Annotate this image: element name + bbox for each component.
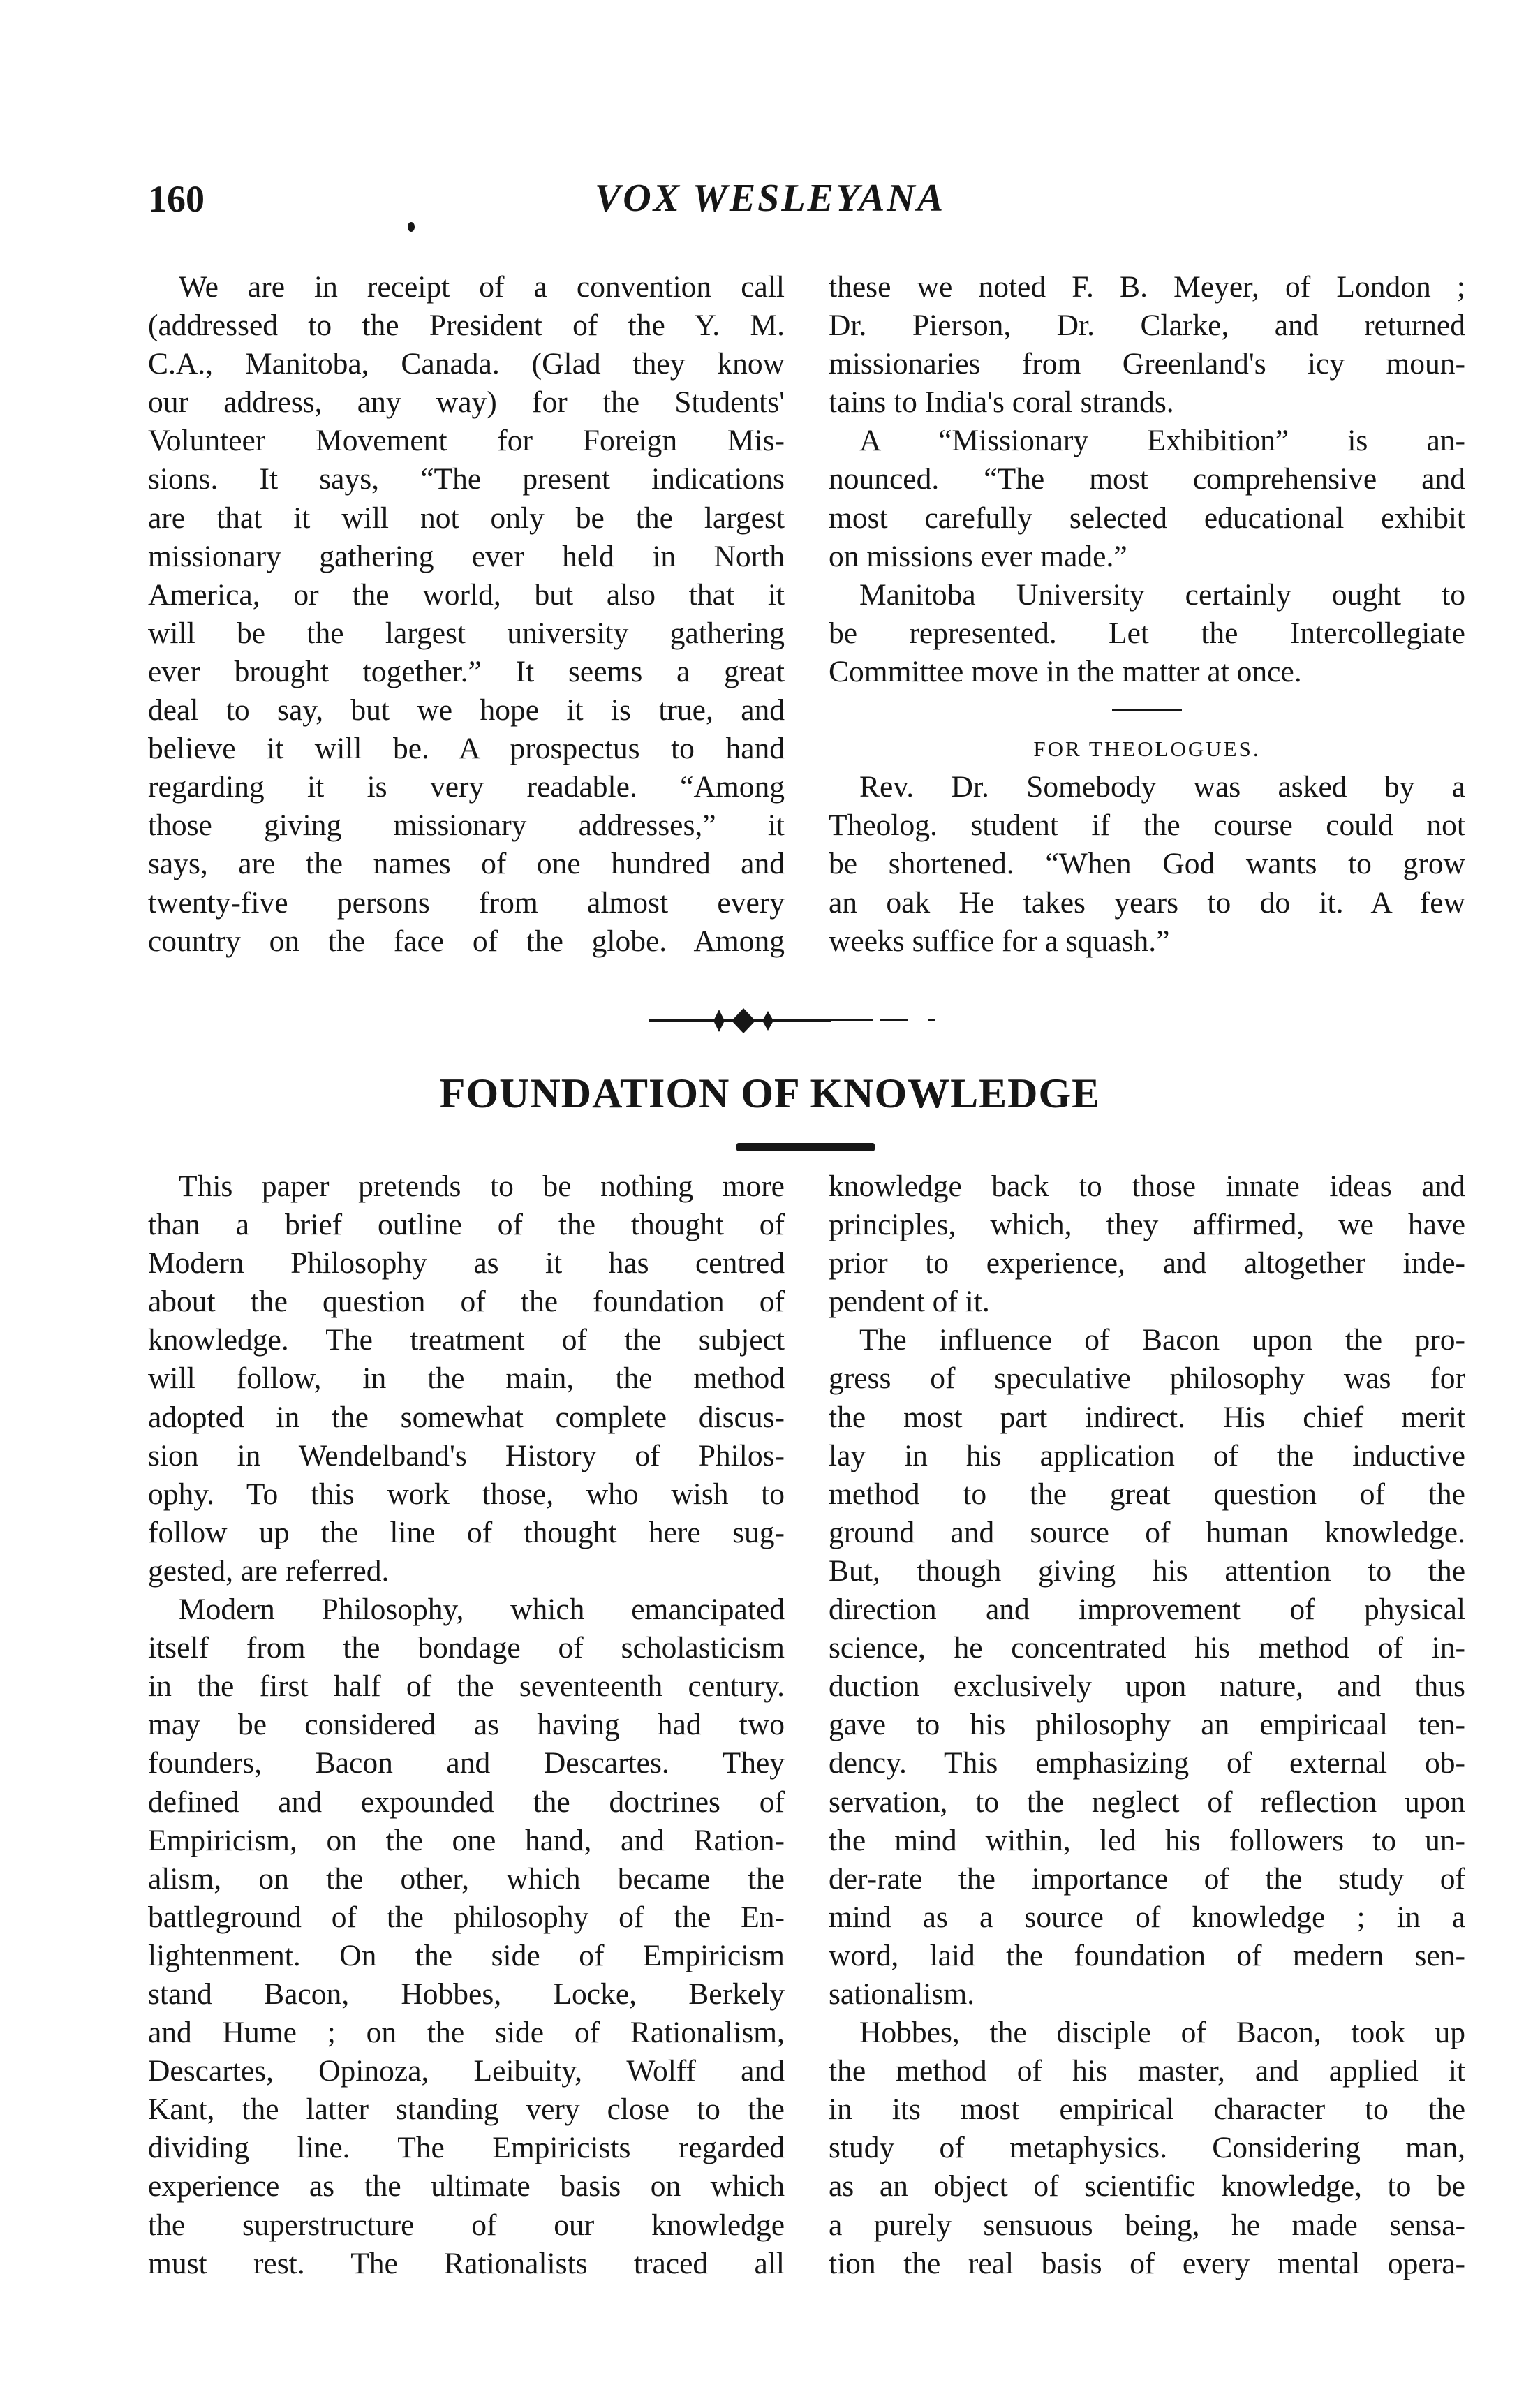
text-line: ground and source of human knowledge. bbox=[829, 1515, 1465, 1549]
text-line: deal to say, but we hope it is true, and bbox=[148, 693, 785, 728]
text-line: be represented. Let the Intercollegiate bbox=[829, 616, 1465, 650]
article-left-column bbox=[148, 1167, 785, 2283]
text-line: ever brought together.” It seems a great bbox=[148, 654, 785, 688]
text-line: will be the largest university gathering bbox=[148, 616, 785, 650]
text-line: twenty-five persons from almost every bbox=[148, 885, 785, 920]
text-line: This paper pretends to be nothing more bbox=[179, 1169, 785, 1203]
text-line: the superstructure of our knowledge bbox=[148, 2208, 785, 2242]
text-line: But, though giving his attention to the bbox=[829, 1553, 1465, 1588]
text-line: We are in receipt of a convention call bbox=[179, 270, 785, 304]
text-line: word, laid the foundation of medern sen- bbox=[829, 1938, 1465, 1972]
text-line: Modern Philosophy as it has centred bbox=[148, 1246, 785, 1280]
text-line: an oak He takes years to do it. A few bbox=[829, 885, 1465, 920]
text-line: tion the real basis of every mental opera- bbox=[829, 2246, 1465, 2280]
text-line: A “Missionary Exhibition” is an- bbox=[859, 424, 1465, 458]
text-line: most carefully selected educational exhibit bbox=[829, 501, 1465, 535]
text-line: says, are the names of one hundred and bbox=[148, 847, 785, 881]
text-line: principles, which, they affirmed, we have bbox=[829, 1208, 1465, 1242]
text-line: nounced. “The most comprehensive and bbox=[829, 462, 1465, 496]
text-line: believe it will be. A prospectus to hand bbox=[148, 732, 785, 766]
text-line: pendent of it. bbox=[829, 1285, 990, 1319]
text-line: The influence of Bacon upon the pro- bbox=[859, 1323, 1465, 1357]
top-right-column bbox=[829, 268, 1465, 961]
top-left-column bbox=[148, 268, 785, 961]
text-line: servation, to the neglect of reflection upon bbox=[829, 1785, 1465, 1819]
text-line: sions. It says, “The present indications bbox=[148, 462, 785, 496]
text-line: than a brief outline of the thought of bbox=[148, 1208, 785, 1242]
text-line: gress of speculative philosophy was for bbox=[829, 1361, 1465, 1396]
page-number: 160 bbox=[148, 178, 205, 220]
text-line: dency. This emphasizing of external ob- bbox=[829, 1746, 1465, 1780]
running-title: VOX WESLEYANA bbox=[594, 177, 946, 220]
text-line: science, he concentrated his method of in- bbox=[829, 1631, 1465, 1665]
text-line: prior to experience, and altogether inde- bbox=[829, 1246, 1465, 1280]
ornament-divider-icon bbox=[649, 1005, 963, 1036]
text-line: experience as the ultimate basis on which bbox=[148, 2169, 785, 2204]
article-title: FOUNDATION OF KNOWLEDGE bbox=[439, 1070, 1101, 1116]
text-line: may be considered as having had two bbox=[148, 1708, 785, 1742]
text-line: Committee move in the matter at once. bbox=[829, 654, 1302, 688]
text-line: dividing line. The Empiricists regarded bbox=[148, 2131, 785, 2165]
text-line: and Hume ; on the side of Rationalism, bbox=[148, 2016, 785, 2050]
text-line: Theolog. student if the course could not bbox=[829, 809, 1465, 843]
text-line: follow up the line of thought here sug- bbox=[148, 1515, 785, 1549]
text-line: our address, any way) for the Students' bbox=[148, 385, 785, 420]
text-line: Volunteer Movement for Foreign Mis- bbox=[148, 424, 785, 458]
text-line: sationalism. bbox=[829, 1977, 975, 2011]
text-line: these we noted F. B. Meyer, of London ; bbox=[829, 270, 1465, 304]
text-line: America, or the world, but also that it bbox=[148, 577, 785, 612]
text-line: be shortened. “When God wants to grow bbox=[829, 847, 1465, 881]
text-line: knowledge. The treatment of the subject bbox=[148, 1323, 785, 1357]
text-line: Empiricism, on the one hand, and Ration- bbox=[148, 1823, 785, 1857]
text-line: alism, on the other, which became the bbox=[148, 1861, 785, 1896]
text-line: defined and expounded the doctrines of bbox=[148, 1785, 785, 1819]
text-line: on missions ever made.” bbox=[829, 539, 1127, 573]
text-line: Manitoba University certainly ought to bbox=[859, 577, 1465, 612]
text-line: study of metaphysics. Considering man, bbox=[829, 2131, 1465, 2165]
text-line: about the question of the foundation of bbox=[148, 1285, 785, 1319]
text-line: Hobbes, the disciple of Bacon, took up bbox=[859, 2016, 1465, 2050]
text-line: in its most empirical character to the bbox=[829, 2092, 1465, 2127]
text-line: country on the face of the globe. Among bbox=[148, 924, 785, 958]
section-rule bbox=[829, 691, 1465, 730]
title-underline bbox=[736, 1143, 875, 1151]
subheading-for-theologues: FOR THEOLOGUES. bbox=[1033, 737, 1261, 762]
text-line: are that it will not only be the largest bbox=[148, 501, 785, 535]
text-line: gave to his philosophy an empiricaal ten- bbox=[829, 1708, 1465, 1742]
text-line: missionary gathering ever held in North bbox=[148, 539, 785, 573]
text-line: Modern Philosophy, which emancipated bbox=[179, 1593, 785, 1627]
text-line: itself from the bondage of scholasticism bbox=[148, 1631, 785, 1665]
text-line: a purely sensuous being, he made sensa- bbox=[829, 2208, 1465, 2242]
text-line: tains to India's coral strands. bbox=[829, 385, 1174, 420]
theologues-paragraphs bbox=[829, 768, 1465, 960]
text-line: missionaries from Greenland's icy moun- bbox=[829, 347, 1465, 381]
text-line: founders, Bacon and Descartes. They bbox=[148, 1746, 785, 1780]
text-line: as an object of scientific knowledge, to be bbox=[829, 2169, 1465, 2204]
article-right-column bbox=[829, 1167, 1465, 2283]
text-line: Dr. Pierson, Dr. Clarke, and returned bbox=[829, 309, 1465, 343]
text-line: will follow, in the main, the method bbox=[148, 1361, 785, 1396]
text-line: sion in Wendelband's History of Philos- bbox=[148, 1438, 785, 1472]
text-line: must rest. The Rationalists traced all bbox=[148, 2246, 785, 2280]
text-line: gested, are referred. bbox=[148, 1553, 390, 1588]
text-line: lightenment. On the side of Empiricism bbox=[148, 1938, 785, 1972]
top-right-paragraphs bbox=[829, 268, 1465, 691]
ink-dot bbox=[408, 222, 415, 232]
text-line: Descartes, Opinoza, Leibuity, Wolff and bbox=[148, 2054, 785, 2088]
text-line: those giving missionary addresses,” it bbox=[148, 809, 785, 843]
text-line: lay in his application of the inductive bbox=[829, 1438, 1465, 1472]
text-line: method to the great question of the bbox=[829, 1477, 1465, 1511]
text-line: der-rate the importance of the study of bbox=[829, 1861, 1465, 1896]
text-line: regarding it is very readable. “Among bbox=[148, 770, 785, 804]
text-line: (addressed to the President of the Y. M. bbox=[148, 309, 785, 343]
text-line: adopted in the somewhat complete discus- bbox=[148, 1400, 785, 1434]
text-line: the mind within, led his followers to un- bbox=[829, 1823, 1465, 1857]
text-line: direction and improvement of physical bbox=[829, 1593, 1465, 1627]
text-line: C.A., Manitoba, Canada. (Glad they know bbox=[148, 347, 785, 381]
text-line: the method of his master, and applied it bbox=[829, 2054, 1465, 2088]
text-line: in the first half of the seventeenth century. bbox=[148, 1669, 785, 1704]
text-line: stand Bacon, Hobbes, Locke, Berkely bbox=[148, 1977, 785, 2011]
text-line: ophy. To this work those, who wish to bbox=[148, 1477, 785, 1511]
text-line: Kant, the latter standing very close to the bbox=[148, 2092, 785, 2127]
text-line: Rev. Dr. Somebody was asked by a bbox=[859, 770, 1465, 804]
text-line: weeks suffice for a squash.” bbox=[829, 924, 1170, 958]
text-line: battleground of the philosophy of the En- bbox=[148, 1900, 785, 1934]
text-line: duction exclusively upon nature, and thus bbox=[829, 1669, 1465, 1704]
text-line: the most part indirect. His chief merit bbox=[829, 1400, 1465, 1434]
text-line: knowledge back to those innate ideas and bbox=[829, 1169, 1465, 1203]
text-line: mind as a source of knowledge ; in a bbox=[829, 1900, 1465, 1934]
